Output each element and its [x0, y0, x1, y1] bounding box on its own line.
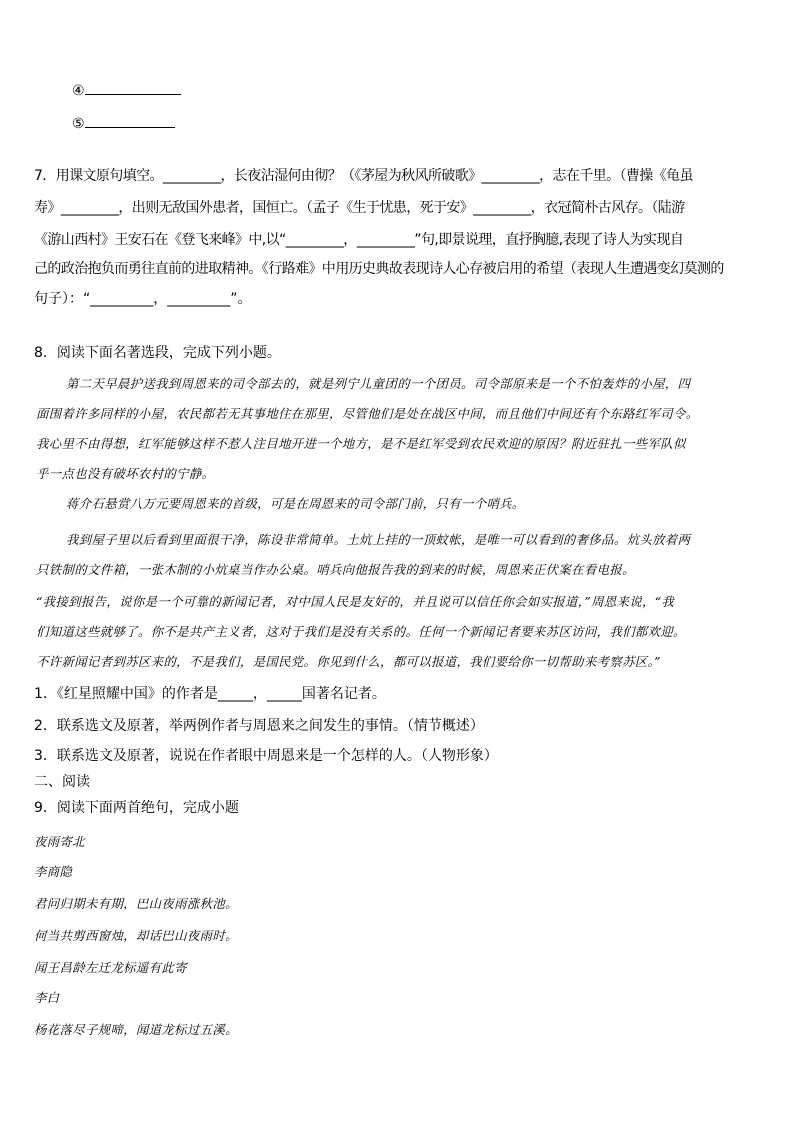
poem-author: 李白 [34, 990, 60, 1005]
poem-line: 君问归期未有期，巴山夜雨涨秋池。 [34, 896, 238, 911]
passage-line: 面围着许多同样的小屋，农民都若无其事地住在那里，尽管他们是处在战区中间，而且他们中间还有个东路红军司令。 [36, 406, 699, 421]
passage-line: 只铁制的文件箱，一张木制的小炕桌当作办公桌。哨兵向他报告我的到来的时候，周恩来正伏案在看电报。 [36, 562, 635, 577]
item-marker: ④ [72, 83, 85, 99]
q8-sub2: 2．联系选文及原著，举两例作者与周恩来之间发生的事情。（情节概述） [34, 718, 484, 734]
q8-sub1: 1．《红星照耀中国》的作者是_____，_____国著名记者。 [34, 686, 386, 702]
poem-author: 李商隐 [34, 864, 73, 879]
q9-prompt: 9．阅读下面两首绝句，完成小题 [34, 800, 239, 816]
q7-line: 7．用课文原句填空。_________，长夜沾湿何由彻？（《茅屋为秋风所破歌》_________，志在千里。（曹操《龟虽 [34, 168, 693, 184]
passage-line: “我接到报告，说你是一个可靠的新闻记者，对中国人民是友好的，并且说可以信任你会如实报道，”周恩来说，“我 [36, 594, 675, 609]
blank[interactable] [85, 113, 175, 128]
q7-line: 寿》_________，出则无敌国外患者，国恒亡。（孟子《生于忧患，死于安》_________，衣冠简朴古风存。（陆游 [34, 200, 685, 216]
poem-title: 闻王昌龄左迁龙标遥有此寄 [34, 960, 187, 975]
q8-prompt: 8．阅读下面名著选段，完成下列小题。 [34, 345, 281, 361]
poem-line: 何当共剪西窗烛，却话巴山夜雨时。 [34, 928, 238, 943]
passage-line: 我到屋子里以后看到里面很干净，陈设非常简单。土炕上挂的一顶蚊帐，是唯一可以看到的奢侈品。炕头放着两 [66, 532, 691, 547]
answer-line-5 [72, 113, 175, 134]
passage-line: 第二天早晨护送我到周恩来的司令部去的，就是列宁儿童团的一个团员。司令部原来是一个不怕轰炸的小屋，四 [66, 376, 691, 391]
q7-line: 《游山西村》王安石在《登飞来峰》中,以“_________，_________”句,即景说理，直抒胸臆,表现了诗人为实现自 [34, 232, 684, 248]
q7-line: 句子）：“_________，_________”。 [34, 291, 252, 307]
q7-line: 己的政治抱负而勇往直前的进取精神。《行路难》中用历史典故表现诗人心存被启用的希望（表现人生遭遇变幻莫测的 [34, 261, 724, 277]
q8-sub3: 3．联系选文及原著，说说在作者眼中周恩来是一个怎样的人。（人物形象） [34, 748, 498, 764]
passage-line: 乎一点也没有破坏农村的宁静。 [36, 466, 215, 481]
poem-title: 夜雨寄北 [34, 834, 85, 849]
poem-line: 杨花落尽子规啼，闻道龙标过五溪。 [34, 1022, 238, 1037]
passage-line: 我心里不由得想，红军能够这样不惹人注目地开进一个地方，是不是红军受到农民欢迎的原因？附近驻扎一些军队似 [36, 436, 686, 451]
item-marker: ⑤ [72, 116, 85, 132]
passage-line: 不许新闻记者到苏区来的，不是我们，是国民党。你见到什么，都可以报道，我们要给你一切帮助来考察苏区。” [36, 654, 661, 669]
passage-line: 们知道这些就够了。你不是共产主义者，这对于我们是没有关系的。任何一个新闻记者要来苏区访问，我们都欢迎。 [36, 624, 686, 639]
section-heading: 二、阅读 [34, 774, 90, 790]
passage-line: 蒋介石悬赏八万元要周恩来的首级，可是在周恩来的司令部门前，只有一个哨兵。 [66, 496, 525, 511]
answer-line-4 [72, 80, 181, 101]
blank[interactable] [85, 80, 181, 95]
